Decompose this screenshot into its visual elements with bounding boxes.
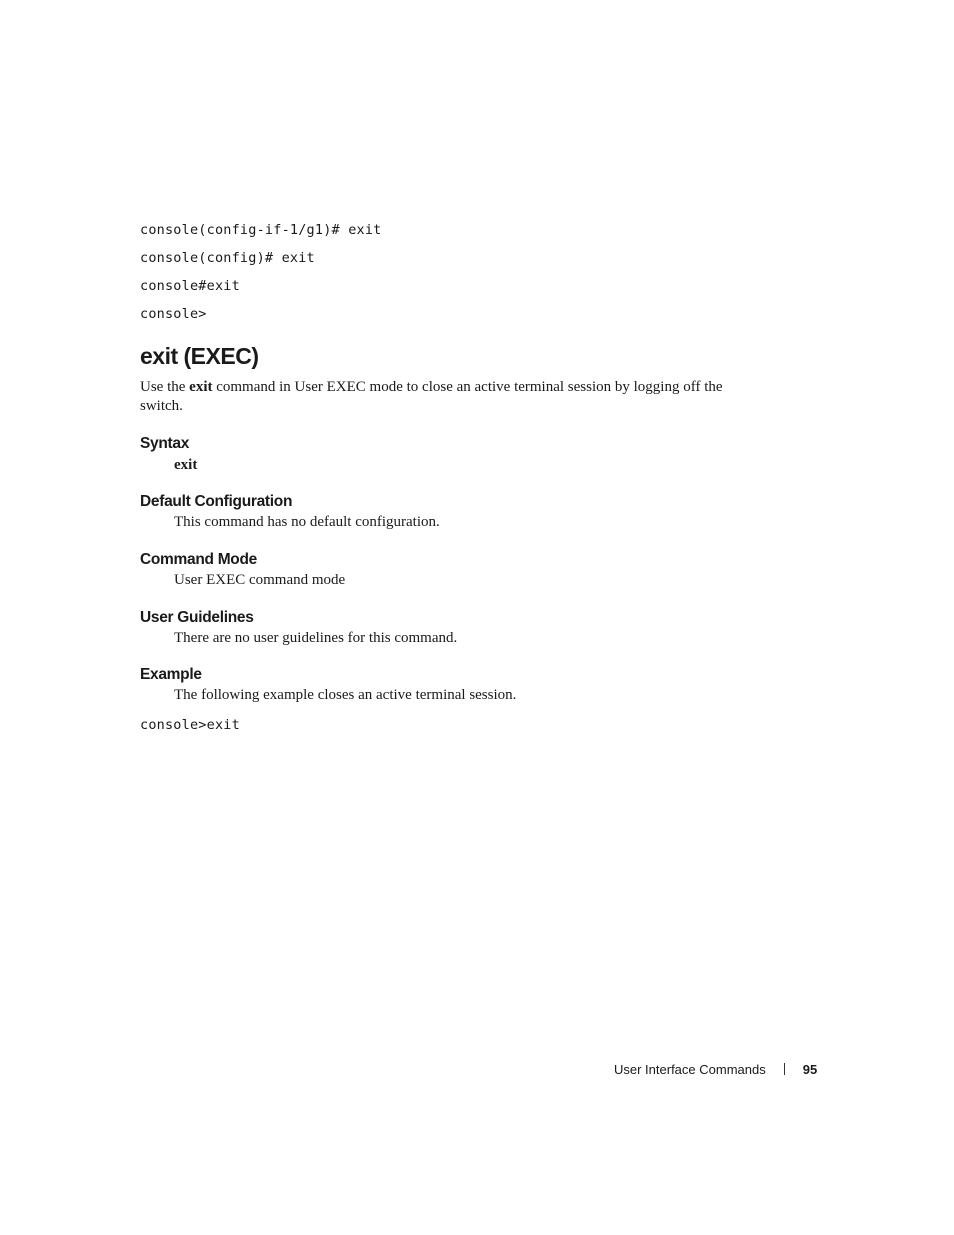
code-line: console>	[140, 306, 207, 322]
page-number: 95	[802, 1062, 818, 1077]
intro-text-after: command in User EXEC mode to close an active terminal session by logging off the switch.	[140, 379, 723, 414]
intro-text-before: Use the	[140, 379, 190, 395]
footer-chapter-title: User Interface Commands	[614, 1062, 766, 1077]
syntax-text: exit	[174, 457, 198, 473]
syntax-heading: Syntax	[140, 435, 190, 452]
intro-paragraph	[140, 378, 760, 416]
footer-divider	[784, 1063, 785, 1075]
intro-command: exit	[189, 379, 213, 395]
code-line: console#exit	[140, 278, 240, 294]
page-footer	[614, 1061, 817, 1079]
section-title: exit (EXEC)	[140, 343, 259, 369]
command-mode-text: User EXEC command mode	[174, 572, 346, 588]
default-configuration-heading: Default Configuration	[140, 493, 293, 510]
example-heading: Example	[140, 666, 202, 683]
user-guidelines-heading: User Guidelines	[140, 609, 254, 626]
user-guidelines-text: There are no user guidelines for this command.	[174, 630, 458, 646]
command-mode-heading: Command Mode	[140, 551, 257, 568]
code-line: console(config)# exit	[140, 250, 315, 266]
default-configuration-text: This command has no default configuration.	[174, 514, 440, 530]
code-line: console(config-if-1/g1)# exit	[140, 222, 382, 238]
example-text: The following example closes an active terminal session.	[174, 687, 517, 703]
example-code: console>exit	[140, 717, 240, 733]
